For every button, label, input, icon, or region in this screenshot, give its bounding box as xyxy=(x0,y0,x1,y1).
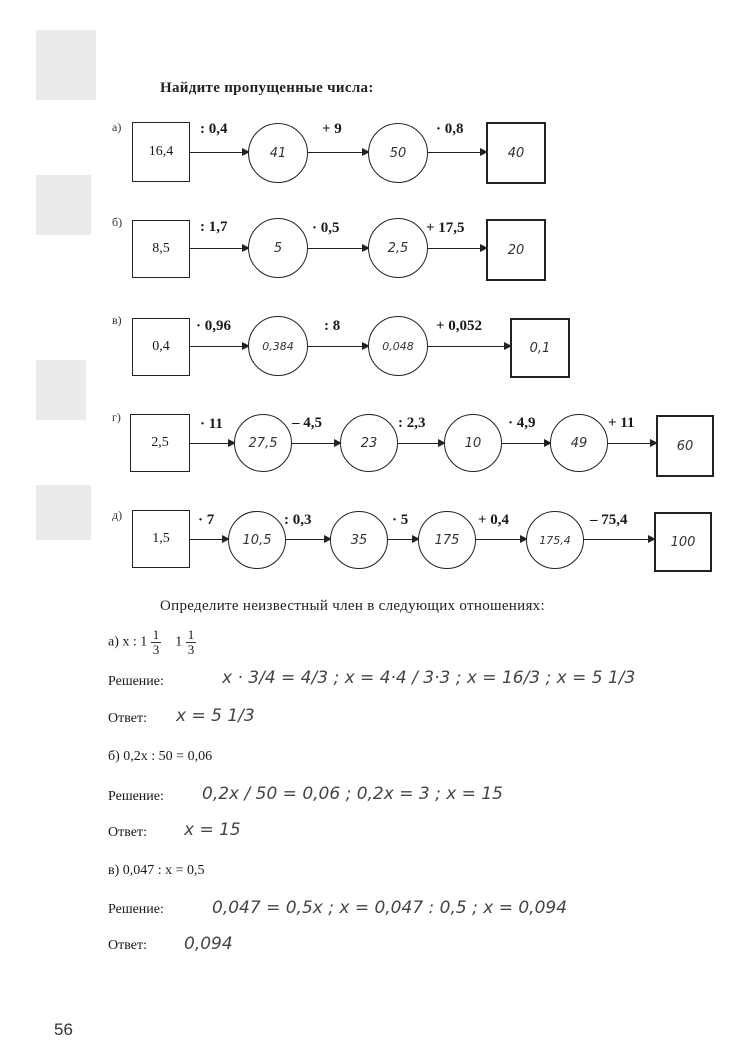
arrow xyxy=(190,248,248,249)
problem-b: б) 0,2x : 50 = 0,06 xyxy=(108,749,213,764)
handwritten-answer: 0,048 xyxy=(382,339,414,353)
arrow xyxy=(286,539,330,540)
start-box: 0,4 xyxy=(132,318,190,376)
result-box xyxy=(510,318,570,378)
answer-circle xyxy=(340,414,398,472)
handwritten-solution-c: 0,047 = 0,5x ; x = 0,047 : 0,5 ; x = 0,094 xyxy=(212,898,568,918)
operation-label: : 0,4 xyxy=(200,121,228,137)
page-number: 56 xyxy=(54,1020,73,1039)
operation-label: + 17,5 xyxy=(426,220,465,236)
arrow xyxy=(398,443,444,444)
handwritten-answer: 100 xyxy=(670,534,696,550)
operation-label: : 8 xyxy=(324,318,341,334)
handwritten-answer: 175 xyxy=(434,532,460,548)
operation-label: + 0,052 xyxy=(436,318,483,334)
answer-circle xyxy=(248,316,308,376)
arrow xyxy=(428,248,486,249)
arrow xyxy=(476,539,526,540)
section1-title: Найдите пропущенные числа: xyxy=(160,80,374,96)
answer-circle xyxy=(248,218,308,278)
operation-label: + 9 xyxy=(322,121,342,137)
operation-label: : 2,3 xyxy=(398,415,426,431)
mixed-whole: 1 xyxy=(175,634,183,650)
answer-circle xyxy=(234,414,292,472)
operation-label: · 0,8 xyxy=(436,121,464,137)
handwritten-answer: 40 xyxy=(507,145,525,161)
answer-label: Ответ: xyxy=(108,938,147,953)
solution-label: Решение: xyxy=(108,674,164,689)
handwritten-answer: 35 xyxy=(350,532,368,548)
denominator: 3 xyxy=(187,641,195,657)
numerator: 1 xyxy=(187,627,195,642)
section2-title: Определите неизвестный член в следующих отношениях: xyxy=(160,598,545,614)
answer-circle xyxy=(330,511,388,569)
handwritten-answer-b: x = 15 xyxy=(184,820,241,840)
margin-decoration xyxy=(36,175,91,235)
answer-circle xyxy=(550,414,608,472)
row-label: б) xyxy=(112,215,123,229)
arrow xyxy=(190,539,228,540)
handwritten-answer: 41 xyxy=(269,145,287,161)
arrow xyxy=(388,539,418,540)
answer-circle xyxy=(228,511,286,569)
fraction xyxy=(151,628,162,656)
result-box xyxy=(656,415,714,477)
row-label: г) xyxy=(112,410,121,424)
handwritten-answer: 0,384 xyxy=(262,339,294,353)
operation-label: – 75,4 xyxy=(590,512,628,528)
numerator: 1 xyxy=(152,627,160,642)
arrow xyxy=(428,152,486,153)
arrow xyxy=(308,346,368,347)
operation-label: · 7 xyxy=(198,512,215,528)
problem-c: в) 0,047 : x = 0,5 xyxy=(108,863,205,878)
arrow xyxy=(308,248,368,249)
handwritten-answer: 60 xyxy=(676,438,694,454)
arrow xyxy=(190,152,248,153)
operation-label: · 0,96 xyxy=(196,318,232,334)
handwritten-answer: 50 xyxy=(389,145,407,161)
arrow xyxy=(428,346,510,347)
arrow xyxy=(502,443,550,444)
margin-decoration xyxy=(36,360,86,420)
handwritten-answer: 175,4 xyxy=(539,533,571,547)
solution-label: Решение: xyxy=(108,789,164,804)
handwritten-answer: 10 xyxy=(464,435,482,451)
result-box xyxy=(654,512,712,572)
answer-circle xyxy=(368,218,428,278)
problem-a xyxy=(108,628,196,656)
answer-circle xyxy=(526,511,584,569)
handwritten-answer: 23 xyxy=(360,435,378,451)
handwritten-answer: 20 xyxy=(507,242,525,258)
arrow xyxy=(608,443,656,444)
operation-label: : 0,3 xyxy=(284,512,312,528)
operation-label: : 1,7 xyxy=(200,219,228,235)
arrow xyxy=(308,152,368,153)
answer-label: Ответ: xyxy=(108,825,147,840)
start-box: 2,5 xyxy=(130,414,190,472)
answer-circle xyxy=(368,123,428,183)
fraction xyxy=(186,628,197,656)
operation-label: · 11 xyxy=(200,416,223,432)
start-box: 1,5 xyxy=(132,510,190,568)
handwritten-answer-a: x = 5 1/3 xyxy=(176,706,255,726)
row-label: а) xyxy=(112,120,122,134)
handwritten-answer-c: 0,094 xyxy=(184,934,233,954)
answer-circle xyxy=(368,316,428,376)
operation-label: + 11 xyxy=(608,415,635,431)
answer-circle xyxy=(444,414,502,472)
margin-decoration xyxy=(36,30,96,100)
result-box xyxy=(486,219,546,281)
operation-label: · 5 xyxy=(392,512,409,528)
handwritten-solution-a: x · 3/4 = 4/3 ; x = 4·4 / 3·3 ; x = 16/3 ; x = 5 1/3 xyxy=(222,668,636,688)
row-label: д) xyxy=(112,508,123,522)
arrow xyxy=(584,539,654,540)
handwritten-solution-b: 0,2x / 50 = 0,06 ; 0,2x = 3 ; x = 15 xyxy=(202,784,503,804)
result-box xyxy=(486,122,546,184)
arrow xyxy=(190,346,248,347)
answer-label: Ответ: xyxy=(108,711,147,726)
row-label: в) xyxy=(112,313,122,327)
handwritten-answer: 27,5 xyxy=(248,435,278,451)
operation-label: + 0,4 xyxy=(478,512,510,528)
handwritten-answer: 0,1 xyxy=(529,340,551,356)
problem-a-text: а) x : 1 xyxy=(108,634,148,650)
handwritten-answer: 49 xyxy=(570,435,588,451)
margin-decoration xyxy=(36,485,91,540)
answer-circle xyxy=(418,511,476,569)
arrow xyxy=(292,443,340,444)
start-box: 8,5 xyxy=(132,220,190,278)
operation-label: · 0,5 xyxy=(312,220,340,236)
handwritten-answer: 10,5 xyxy=(242,532,272,548)
handwritten-answer: 5 xyxy=(273,240,283,256)
answer-circle xyxy=(248,123,308,183)
operation-label: · 4,9 xyxy=(508,415,536,431)
handwritten-answer: 2,5 xyxy=(387,240,409,256)
start-box: 16,4 xyxy=(132,122,190,182)
denominator: 3 xyxy=(152,641,160,657)
operation-label: – 4,5 xyxy=(292,415,322,431)
solution-label: Решение: xyxy=(108,902,164,917)
arrow xyxy=(190,443,234,444)
